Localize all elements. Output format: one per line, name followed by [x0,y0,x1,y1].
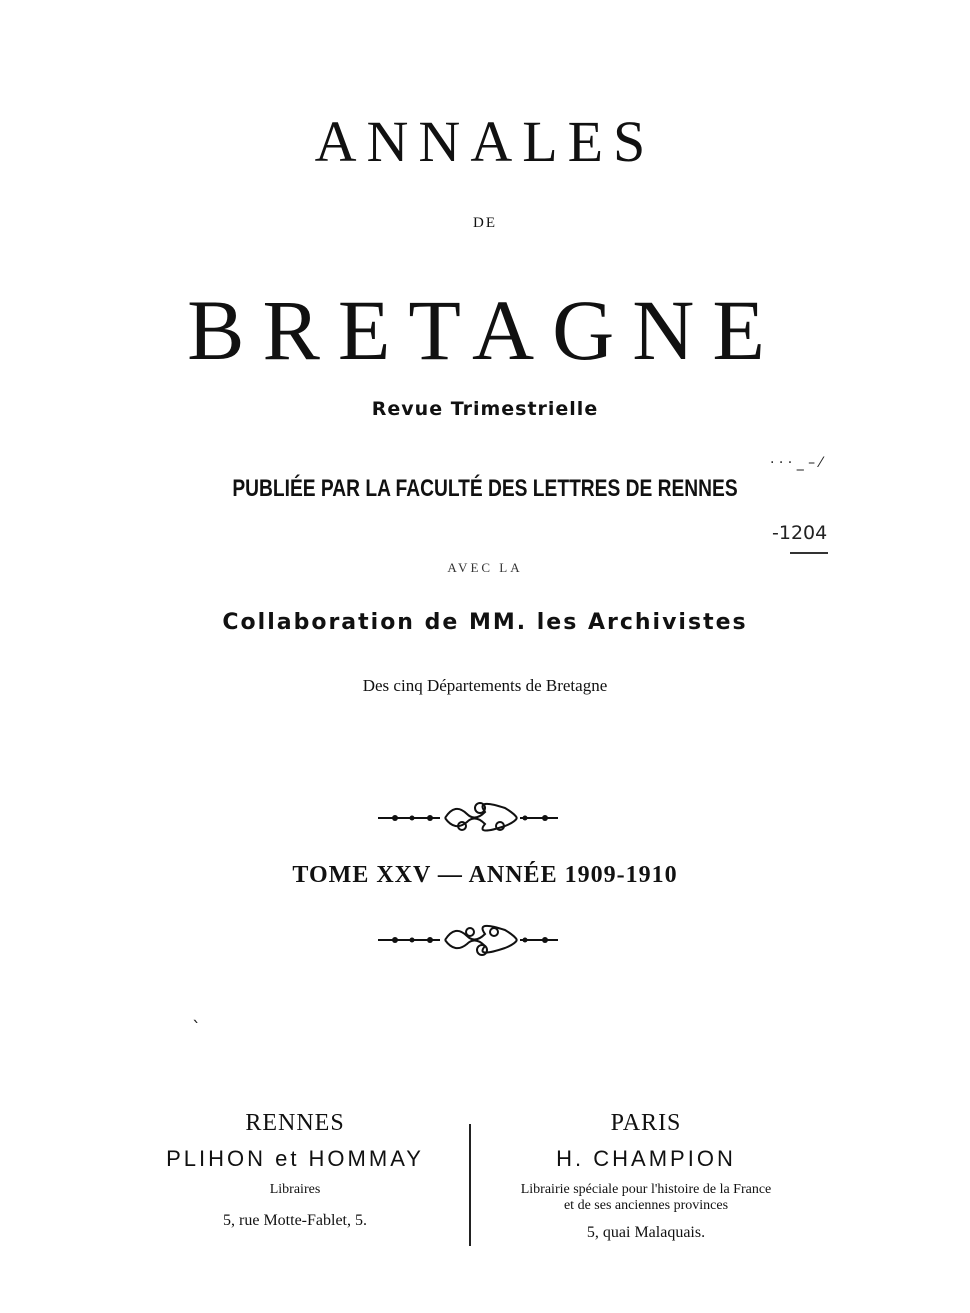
tome-year: TOME XXV — ANNÉE 1909-1910 [292,862,678,888]
handwritten-note: -1204 [772,522,828,544]
avec-la: AVEC LA [447,560,523,575]
imprint-address: 5, rue Motte-Fablet, 5. [223,1212,367,1229]
imprint-rennes [115,1110,475,1230]
departements-line: Des cinq Départements de Bretagne [362,676,608,695]
ink-speck-icon: ˋ [192,1018,201,1039]
title-de: DE [473,215,497,231]
imprint-address: 5, quai Malaquais. [586,1224,706,1241]
note-underline [790,552,828,554]
imprint-city: PARIS [610,1110,682,1136]
imprint-role-line1: Librairie spéciale pour l'histoire de la France [520,1182,772,1197]
imprint-city: RENNES [245,1110,345,1136]
imprint-role: Libraires [269,1182,321,1197]
fleuron-ornament-icon [0,918,970,962]
fleuron-ornament-icon [0,796,970,840]
imprint-role-line2: et de ses anciennes provinces [563,1198,729,1213]
imprint-publisher: H. CHAMPION [556,1146,736,1171]
imprint-paris [466,1110,826,1242]
title-bretagne: BRETAGNE [187,282,783,378]
imprint-publisher: PLIHON et HOMMAY [166,1146,424,1171]
title-annales: ANNALES [314,109,656,174]
collaboration-line: Collaboration de MM. les Archivistes [222,610,748,635]
subtitle: Revue Trimestrielle [371,398,599,420]
published-by: PUBLIÉE PAR LA FACULTÉ DES LETTRES DE RENNES [232,475,738,502]
pencil-mark-icon: · · · _ – ⁄ [770,455,822,471]
